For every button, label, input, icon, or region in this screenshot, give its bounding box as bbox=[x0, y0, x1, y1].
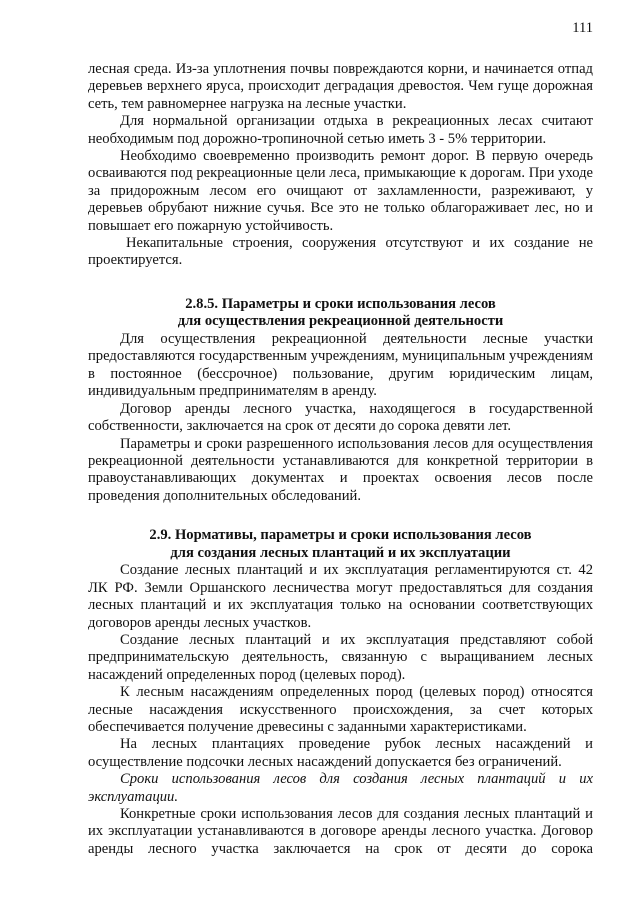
page-number: 111 bbox=[572, 20, 593, 36]
paragraph: Для осуществления рекреационной деятельности лесные участки предоставляются государственным учреждениям, муниципальным учреждениям в постоянное (бессрочное) пользование, другим юридическим лицам, индивидуальным предпринимателям в аренду. bbox=[88, 331, 593, 400]
paragraph: Договор аренды лесного участка, находящегося в государственной собственности, заключается на срок от десяти до сорока девяти лет. bbox=[88, 400, 593, 435]
section-heading-2-9 bbox=[88, 527, 593, 562]
paragraph: Для нормальной организации отдыха в рекреационных лесах считают необходимым под дорожно-тропиночной сетью иметь 3 - 5% территории. bbox=[88, 113, 593, 147]
paragraph: Создание лесных плантаций и их эксплуатация регламентируются ст. 42 ЛК РФ. Земли Оршанского лесничества могут предоставляться для создания лесных плантаций и их эксплуатация только на основании соответствующих договоров аренды лесных участков. bbox=[88, 562, 593, 631]
paragraph: На лесных плантациях проведение рубок лесных насаждений и осуществление подсочки лесных насаждений допускается без ограничений. bbox=[88, 736, 593, 770]
paragraph: Некапитальные строения, сооружения отсутствуют и их создание не проектируется. bbox=[88, 235, 593, 269]
heading-line: для создания лесных плантаций и их эксплуатации bbox=[170, 544, 511, 561]
heading-line: 2.8.5. Параметры и сроки использования лесов bbox=[185, 295, 496, 312]
page-body bbox=[88, 61, 593, 858]
paragraph-continuation: лесная среда. Из-за уплотнения почвы повреждаются корни, и начинается отпад деревьев верхнего яруса, происходит деградация древостоя. Чем гуще дорожная сеть, тем равномернее нагрузка на лесные участки. bbox=[88, 61, 593, 112]
paragraph: К лесным насаждениям определенных пород (целевых пород) относятся лесные насаждения искусственного происхождения, за счет которых обеспечивается получение древесины с заданными характеристиками. bbox=[88, 684, 593, 735]
heading-line: 2.9. Нормативы, параметры и сроки использования лесов bbox=[149, 527, 532, 544]
paragraph: Параметры и сроки разрешенного использования лесов для осуществления рекреационной деятельности устанавливаются для конкретной территории в правоустанавливающих документах и проектах освоения лесов после проведения дополнительных обследований. bbox=[88, 435, 593, 504]
paragraph: Создание лесных плантаций и их эксплуатация представляют собой предпринимательскую деятельность, связанную с выращиванием лесных насаждений определенных пород (целевых пород). bbox=[88, 631, 593, 683]
italic-subheading: Сроки использования лесов для создания лесных плантаций и их эксплуатации. bbox=[88, 771, 593, 805]
paragraph: Необходимо своевременно производить ремонт дорог. В первую очередь осваиваются под рекреационные цели леса, примыкающие к дорогам. При уходе за придорожным лесом его очищают от захламленности, разреживают, у деревьев обрубают нижние сучья. Все это не только облагораживает лес, но и повышает его пожарную устойчивость. bbox=[88, 148, 593, 234]
paragraph-continues: Конкретные сроки использования лесов для создания лесных плантаций и их эксплуатации устанавливаются в договоре аренды лесного участка. Договор аренды лесного участка заключается на срок от десяти до сорока bbox=[88, 806, 593, 857]
section-heading-2-8-5 bbox=[88, 296, 593, 331]
heading-line: для осуществления рекреационной деятельности bbox=[177, 313, 504, 330]
